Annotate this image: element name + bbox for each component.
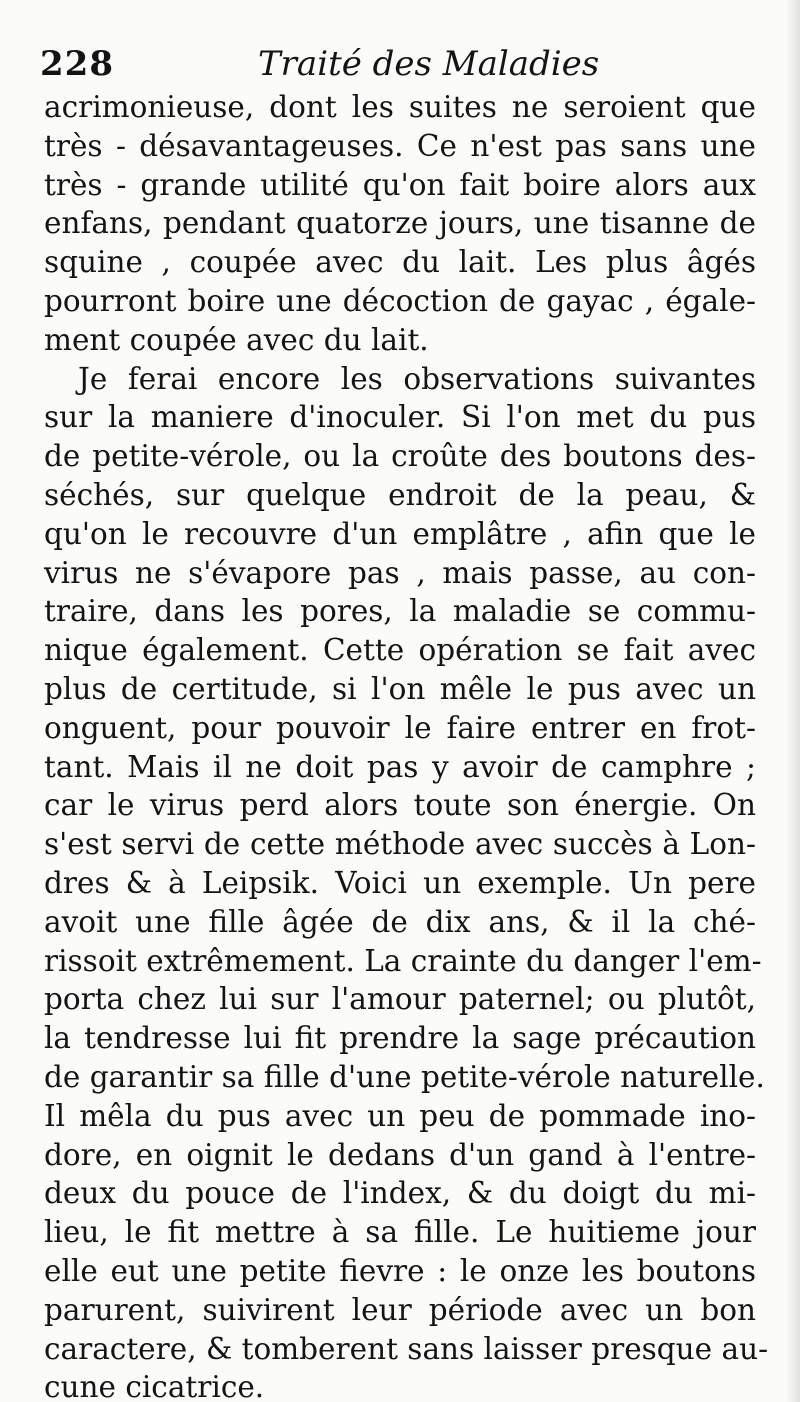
text-line: très - grande utilité qu'on fait boire alors aux [44, 167, 756, 202]
running-title: Traité des Maladies [258, 44, 600, 84]
text-line: caractere, & tomberent sans laisser presque au- [44, 1331, 769, 1366]
paragraph-1 [44, 88, 756, 360]
paragraph-2 [44, 360, 769, 1402]
text-line: nique également. Cette opération se fait avec [44, 633, 756, 668]
text-line: car le virus perd alors toute son énergie. On [44, 788, 756, 823]
text-line: de garantir sa fille d'une petite-vérole naturelle. [44, 1059, 765, 1094]
text-line: Il mêla du pus avec un peu de pommade ino- [44, 1098, 756, 1133]
text-line: pourront boire une décoction de gayac , égale- [44, 283, 756, 318]
body-text [44, 88, 769, 1402]
text-line: avoit une fille âgée de dix ans, & il la ché- [44, 904, 756, 939]
text-line: traire, dans les pores, la maladie se commu- [44, 594, 756, 629]
text-line: dore, en oignit le dedans d'un gand à l'entre- [44, 1137, 756, 1172]
text-line: porta chez lui sur l'amour paternel; ou plutôt, [44, 982, 756, 1017]
text-line: très - désavantageuses. Ce n'est pas sans une [44, 128, 756, 163]
running-header [38, 40, 768, 86]
text-line: onguent, pour pouvoir le faire entrer en frot- [44, 710, 756, 745]
page-number: 228 [40, 44, 114, 84]
text-line: séchés, sur quelque endroit de la peau, & [44, 477, 756, 512]
page-edge-shadow [786, 0, 800, 1402]
text-line: de petite-vérole, ou la croûte des boutons des- [44, 439, 756, 474]
text-line: s'est servi de cette méthode avec succès à Lon- [44, 827, 756, 862]
text-line: tant. Mais il ne doit pas y avoir de camphre ; [44, 749, 756, 784]
text-line: lieu, le fit mettre à sa fille. Le huitieme jour [44, 1215, 756, 1250]
text-line: deux du pouce de l'index, & du doigt du mi- [44, 1176, 756, 1211]
text-line: la tendresse lui fit prendre la sage précaution [44, 1021, 756, 1056]
text-line: squine , coupée avec du lait. Les plus âgés [44, 245, 756, 280]
text-line: Je ferai encore les observations suivantes [78, 361, 756, 396]
text-line: dres & à Leipsik. Voici un exemple. Un pere [44, 865, 756, 900]
text-line: virus ne s'évapore pas , mais passe, au con- [44, 555, 756, 590]
text-line: parurent, suivirent leur période avec un bon [44, 1292, 756, 1327]
text-line: acrimonieuse, dont les suites ne seroient que [44, 90, 756, 124]
text-line: rissoit extrêmement. La crainte du danger l'em- [44, 943, 762, 978]
text-line: plus de certitude, si l'on mêle le pus avec un [44, 671, 756, 706]
text-line: cune cicatrice. [44, 1370, 265, 1402]
text-line: enfans, pendant quatorze jours, une tisanne de [44, 206, 756, 241]
text-line: sur la maniere d'inoculer. Si l'on met du pus [44, 400, 756, 435]
text-line: qu'on le recouvre d'un emplâtre , afin que le [44, 516, 756, 551]
text-line: elle eut une petite fievre : le onze les boutons [44, 1253, 756, 1288]
text-line: ment coupée avec du lait. [44, 322, 429, 357]
